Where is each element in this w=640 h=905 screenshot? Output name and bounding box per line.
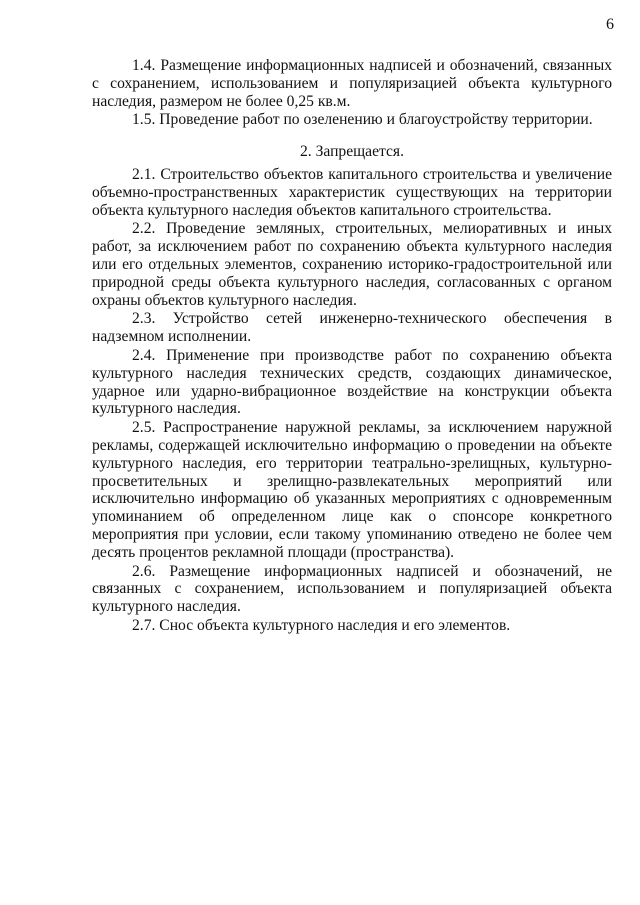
item-number: 1.5. (132, 111, 156, 129)
item-number: 2.6. (132, 562, 156, 580)
item-text: Размещение информационных надписей и обозначений, связанных с сохранением, использованием и популяризацией объекта культурного наследия, размером не более 0,25 кв.м. (92, 57, 612, 110)
item-text: Применение при производстве работ по сохранению объекта культурного наследия технических средств, создающих динамическое, ударное или ударно-вибрационное воздействие на конструкции объекта культурного наследия. (92, 346, 612, 418)
paragraph-2-5 (92, 419, 612, 561)
paragraph-2-3 (92, 310, 612, 346)
item-text: Устройство сетей инженерно-технического обеспечения в надземном исполнении. (92, 310, 612, 346)
page-number: 6 (606, 16, 614, 33)
paragraph-1-5 (92, 111, 612, 129)
item-text: Распространение наружной рекламы, за исключением наружной рекламы, содержащей исключительно информацию о проведении на объекте культурного наследия, его территории театрально-зрелищных, культурно-просветительных и зрелищно-развлекательных мероприятий или исключительно информацию об указанных мероприятиях с одновременным упоминанием об определенном лице как о спонсоре конкретного мероприятия при условии, если такому упоминанию отведено не более чем десять процентов рекламной площади (пространства). (92, 419, 612, 561)
paragraph-2-6 (92, 563, 612, 616)
paragraph-2-1 (92, 166, 612, 219)
item-text: Снос объекта культурного наследия и его элементов. (159, 616, 511, 634)
document-body (92, 57, 612, 635)
item-number: 2.2. (132, 220, 156, 238)
item-number: 1.4. (132, 57, 156, 74)
item-number: 2.1. (132, 165, 156, 183)
item-text: Размещение информационных надписей и обозначений, не связанных с сохранением, использованием и популяризацией объекта культурного наследия. (92, 562, 613, 616)
item-number: 2.3. (132, 310, 156, 328)
section-heading: 2. Запрещается. (299, 143, 405, 161)
item-number: 2.4. (132, 346, 156, 364)
paragraph-2-4 (92, 347, 612, 418)
paragraph-2-2 (92, 220, 612, 309)
paragraph-2-7 (92, 617, 612, 635)
item-text: Проведение земляных, строительных, мелиоративных и иных работ, за исключением работ по сохранению объекта культурного наследия или его отдельных элементов, сохранению историко-градостроительной или природной среды объекта культурного наследия, согласованных с органом охраны объектов культурного наследия. (92, 220, 612, 309)
item-text: Строительство объектов капитального строительства и увеличение объемно-пространственных характеристик существующих на территории объекта культурного наследия объектов капитального строительства. (92, 165, 612, 219)
item-number: 2.5. (132, 419, 156, 437)
item-text: Проведение работ по озеленению и благоустройству территории. (159, 111, 593, 129)
paragraph-1-4 (92, 57, 612, 110)
item-number: 2.7. (132, 616, 156, 634)
